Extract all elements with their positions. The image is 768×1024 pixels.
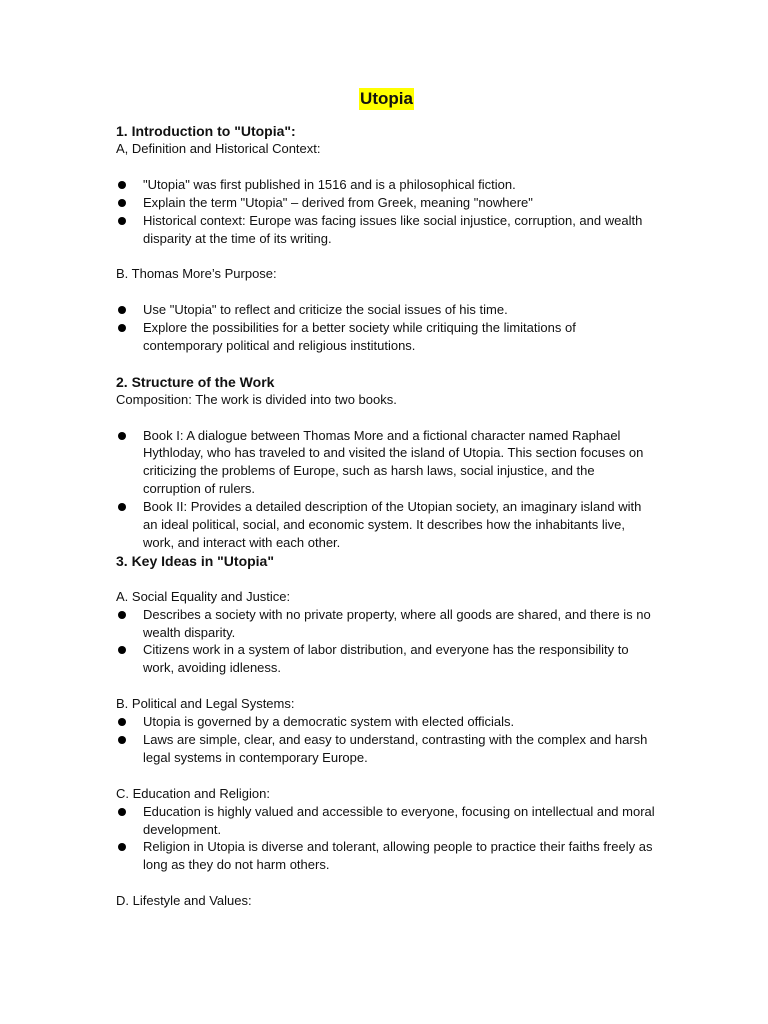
- list-item: [116, 731, 656, 767]
- subsection-label-lifestyle-values: D. Lifestyle and Values:: [116, 893, 252, 909]
- spacer: [116, 409, 656, 427]
- section-heading-introduction: 1. Introduction to "Utopia":: [116, 123, 296, 139]
- list-item-text: Explain the term "Utopia" – derived from Greek, meaning "nowhere": [143, 194, 533, 210]
- bullet-list-social-equality: [116, 606, 656, 678]
- bullet-list-education-religion: [116, 803, 656, 875]
- list-item-text: Describes a society with no private property, where all goods are shared, and there is no wealth disparity.: [143, 606, 651, 640]
- bullet-icon: [118, 432, 126, 440]
- subsection-label-political-legal: B. Political and Legal Systems:: [116, 696, 295, 712]
- list-item-text: Use "Utopia" to reflect and criticize the social issues of his time.: [143, 302, 508, 318]
- list-item-text: Laws are simple, clear, and easy to understand, contrasting with the complex and harsh legal systems in contemporary Europe.: [143, 731, 648, 765]
- spacer: [116, 283, 656, 301]
- list-item-text: Explore the possibilities for a better society while critiquing the limitations of contemporary political and religious institutions.: [143, 320, 576, 353]
- document-page: [116, 88, 656, 910]
- bullet-icon: [118, 736, 126, 744]
- list-item-text: "Utopia" was first published in 1516 and is a philosophical fiction.: [143, 176, 516, 192]
- list-item: [116, 838, 656, 874]
- bullet-icon: [118, 503, 126, 511]
- list-item: [116, 194, 656, 212]
- list-item-text: Utopia is governed by a democratic system with elected officials.: [143, 714, 515, 730]
- spacer: [116, 355, 656, 373]
- bullet-icon: [118, 808, 126, 816]
- list-item-text: Religion in Utopia is diverse and tolerant, allowing people to practice their faiths freely as long as they do not harm others.: [143, 839, 653, 873]
- subsection-label-social-equality: A. Social Equality and Justice:: [116, 588, 291, 604]
- bullet-list-purpose: [116, 301, 656, 355]
- list-item: [116, 176, 656, 194]
- spacer: [116, 247, 656, 265]
- bullet-icon: [118, 217, 126, 225]
- list-item-text: Historical context: Europe was facing issues like social injustice, corruption, and wealth disparity at the time of its writing.: [143, 212, 643, 246]
- subsection-label-purpose: B. Thomas More’s Purpose:: [116, 266, 277, 282]
- list-item: [116, 606, 656, 642]
- section-heading-structure: 2. Structure of the Work: [116, 373, 275, 390]
- spacer: [116, 767, 656, 785]
- list-item: [116, 641, 656, 677]
- spacer: [116, 874, 656, 892]
- list-item: [116, 713, 656, 731]
- subsection-label-definition: A, Definition and Historical Context:: [116, 141, 321, 156]
- subsection-label-education-religion: C. Education and Religion:: [116, 785, 270, 801]
- bullet-icon: [118, 306, 126, 314]
- title-row: [116, 88, 656, 110]
- bullet-icon: [118, 199, 126, 207]
- bullet-list-structure: [116, 427, 656, 552]
- document-title: Utopia: [360, 89, 413, 108]
- list-item: [116, 427, 656, 499]
- list-item-text: Citizens work in a system of labor distribution, and everyone has the responsibility to work, avoiding idleness.: [143, 642, 629, 676]
- list-item-text: Book I: A dialogue between Thomas More and a fictional character named Raphael Hythloday, who has traveled to and visited the island of Utopia. This section focuses on criticizing the problems of Europe, such as harsh laws, social injustice, and the corruption of rulers.: [143, 427, 644, 497]
- section-heading-key-ideas: 3. Key Ideas in "Utopia": [116, 552, 274, 569]
- list-item: [116, 212, 656, 248]
- bullet-icon: [118, 181, 126, 189]
- bullet-list-definition: [116, 176, 656, 248]
- bullet-icon: [118, 611, 126, 619]
- bullet-icon: [118, 646, 126, 654]
- list-item-text: Education is highly valued and accessible to everyone, focusing on intellectual and moral development.: [143, 803, 655, 837]
- spacer: [116, 158, 656, 176]
- list-item: [116, 498, 656, 552]
- list-item: [116, 803, 656, 839]
- bullet-icon: [118, 718, 126, 726]
- list-item: [116, 319, 656, 355]
- list-item: [116, 301, 656, 319]
- bullet-icon: [118, 324, 126, 332]
- bullet-list-political-legal: [116, 713, 656, 767]
- composition-text: Composition: The work is divided into two books.: [116, 391, 397, 407]
- bullet-icon: [118, 843, 126, 851]
- spacer: [116, 570, 656, 588]
- list-item-text: Book II: Provides a detailed description of the Utopian society, an imaginary island with an ideal political, social, and economic system. It describes how the inhabitants live, work, and interact with each other.: [143, 499, 642, 550]
- spacer: [116, 677, 656, 695]
